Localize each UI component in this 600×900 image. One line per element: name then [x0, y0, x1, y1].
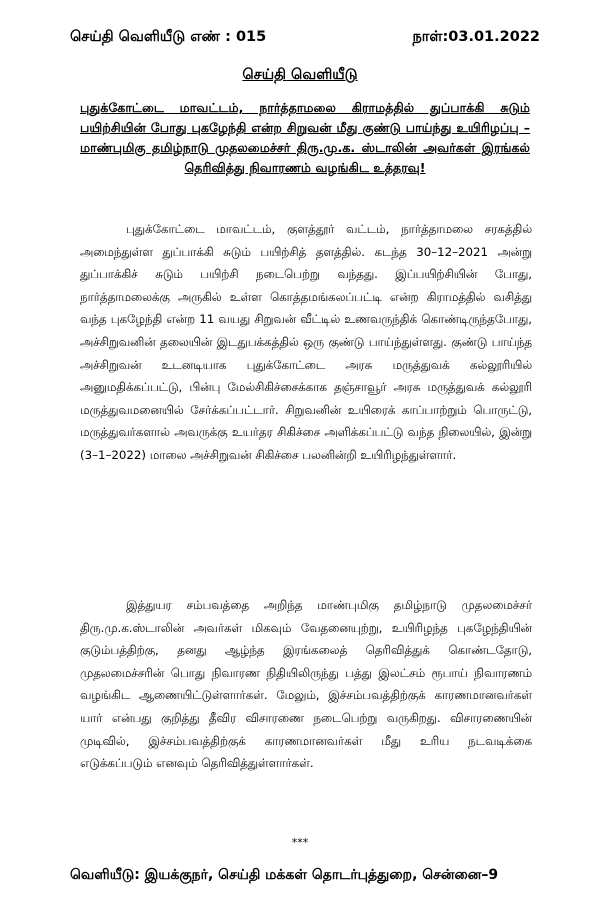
footer-publisher: வெளியீடு: இயக்குநர், செய்தி மக்கள் தொடர்புத்துறை, சென்னை–9 [70, 867, 499, 883]
header-row [70, 28, 540, 46]
body-paragraph-2: இத்துயர சம்பவத்தை அறிந்த மாண்புமிகு தமிழ்நாடு முதலமைச்சர் திரு.மு.க.ஸ்டாலின் அவர்கள் மிகவும் வேதனையுற்று, உயிரிழந்த புகழேந்தியின் குடும்பத்திற்கு, தனது ஆழ்ந்த இரங்கலைத் தெரிவித்துக் கொண்டதோடு, முதலமைச்சரின் பொது நிவாரண நிதியிலிருந்து பத்து இலட்சம் ரூபாய் நிவாரணம் வழங்கிட ஆணையிட்டுள்ளார்கள். மேலும், இச்சம்பவத்திற்குக் காரணமானவர்கள் யார் என்பது குறித்து தீவிர விசாரணை நடைபெற்று வருகிறது. விசாரணையின் முடிவில், இச்சம்பவத்திற்குக் காரணமானவர்கள் மீது உரிய நடவடிக்கை எடுக்கப்படும் எனவும் தெரிவித்துள்ளார்கள். [80, 598, 532, 771]
release-date: நாள்:03.01.2022 [412, 29, 540, 45]
body-paragraph-2-block [80, 594, 532, 775]
release-number: செய்தி வெளியீடு எண் : 015 [70, 29, 267, 45]
body-paragraph-1-block [80, 218, 532, 467]
document-type-label: செய்தி வெளியீடு [242, 67, 358, 83]
separator: *** [291, 836, 309, 849]
headline: புதுக்கோட்டை மாவட்டம், நார்த்தாமலை கிராமத்தில் துப்பாக்கி சுடும் பயிற்சியின் போது புகழேந்தி என்ற சிறுவன் மீது குண்டு பாய்ந்து உயிரிழப்பு – மாண்புமிகு தமிழ்நாடு முதலமைச்சர் திரு.மு.க. ஸ்டாலின் அவர்கள் இரங்கல் தெரிவித்து நிவாரணம் வழங்கிட உத்தரவு! [80, 100, 530, 175]
body-paragraph-1: புதுக்கோட்டை மாவட்டம், குளத்தூர் வட்டம், நார்த்தாமலை சரகத்தில் அமைந்துள்ள துப்பாக்கி சுடும் பயிற்சித் தளத்தில். கடந்த 30–12–2021 அன்று துப்பாக்கிச் சுடும் பயிற்சி நடைபெற்று வந்தது. இப்பயிற்சியின் போது, நார்த்தாமலைக்கு அருகில் உள்ள கொத்தமங்கலப்பட்டி என்ற கிராமத்தில் வசித்து வந்த புகழேந்தி என்ற 11 வயது சிறுவன் வீட்டில் உணவருந்திக் கொண்டிருந்தபோது, அச்சிறுவனின் தலையின் இடதுபக்கத்தில் ஒரு குண்டு பாய்ந்துள்ளது. குண்டு பாய்ந்த அச்சிறுவன் உடனடியாக புதுக்கோட்டை அரசு மருத்துவக் கல்லூரியில் அனுமதிக்கப்பட்டு, பின்பு மேல்சிகிச்சைக்காக தஞ்சாவூர் அரசு மருத்துவக் கல்லூரி மருத்துவமனையில் சேர்க்கப்பட்டார். சிறுவனின் உயிரைக் காப்பாற்றும் பொருட்டு, மருத்துவர்களால் அவருக்கு உயர்தர சிகிச்சை அளிக்கப்பட்டு வந்த நிலையில், இன்று (3–1–2022) மாலை அச்சிறுவன் சிகிச்சை பலனின்றி உயிரிழந்துள்ளார். [80, 222, 532, 462]
document-type-heading [0, 66, 600, 84]
